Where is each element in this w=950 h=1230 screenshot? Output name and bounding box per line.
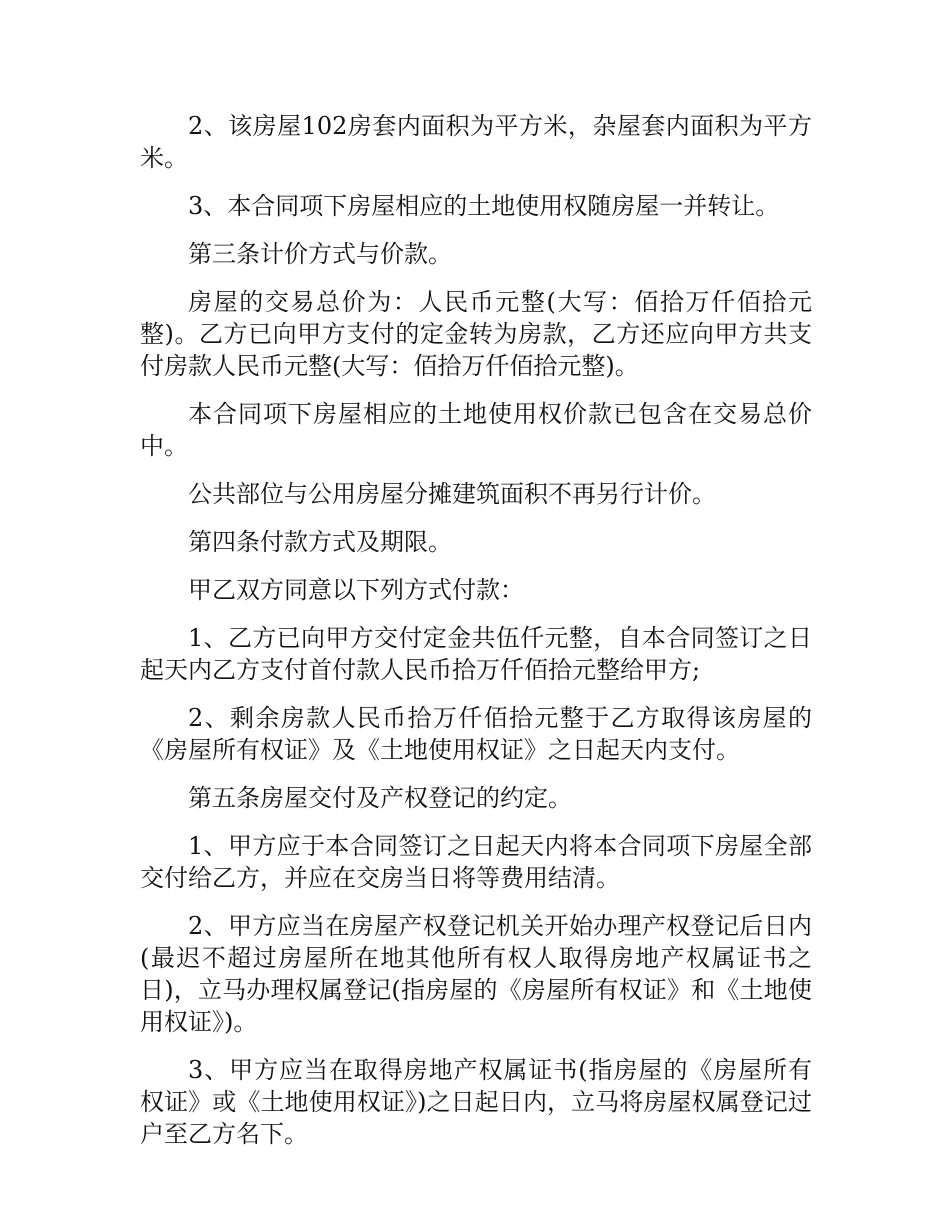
paragraph-payment-intro: 甲乙双方同意以下列方式付款：: [188, 576, 524, 604]
article-5-heading: 第五条房屋交付及产权登记的约定。: [188, 784, 572, 812]
paragraph-land-price-included: 本合同项下房屋相应的土地使用权价款已包含在交易总价中。: [140, 400, 812, 460]
document-body: [140, 110, 812, 1166]
article-3-heading: 第三条计价方式与价款。: [188, 240, 452, 268]
paragraph-land-use-right-transfer: 3、本合同项下房屋相应的土地使用权随房屋一并转让。: [188, 192, 780, 220]
paragraph-payment-2: 2、剩余房款人民币拾万仟佰拾元整于乙方取得该房屋的《房屋所有权证》及《土地使用权证》之日起天内支付。: [140, 704, 812, 764]
paragraph-payment-1: 1、乙方已向甲方交付定金共伍仟元整，自本合同签订之日起天内乙方支付首付款人民币拾万仟佰拾元整给甲方;: [140, 624, 812, 684]
paragraph-total-price: 房屋的交易总价为：人民币元整(大写：佰拾万仟佰拾元整)。乙方已向甲方支付的定金转为房款，乙方还应向甲方共支付房款人民币元整(大写：佰拾万仟佰拾元整)。: [140, 288, 812, 380]
article-4-heading: 第四条付款方式及期限。: [188, 528, 452, 556]
paragraph-area-102: 2、该房屋102房套内面积为平方米，杂屋套内面积为平方米。: [140, 112, 812, 172]
paragraph-delivery-2: 2、甲方应当在房屋产权登记机关开始办理产权登记后日内(最迟不超过房屋所在地其他所有权人取得房地产权属证书之日)，立马办理权属登记(指房屋的《房屋所有权证》和《土地使用权证》)。: [140, 912, 812, 1036]
paragraph-delivery-1: 1、甲方应于本合同签订之日起天内将本合同项下房屋全部交付给乙方，并应在交房当日将等费用结清。: [140, 832, 812, 892]
paragraph-public-area: 公共部位与公用房屋分摊建筑面积不再另行计价。: [188, 480, 716, 508]
paragraph-delivery-3: 3、甲方应当在取得房地产权属证书(指房屋的《房屋所有权证》或《土地使用权证》)之日起日内，立马将房屋权属登记过户至乙方名下。: [140, 1056, 812, 1148]
